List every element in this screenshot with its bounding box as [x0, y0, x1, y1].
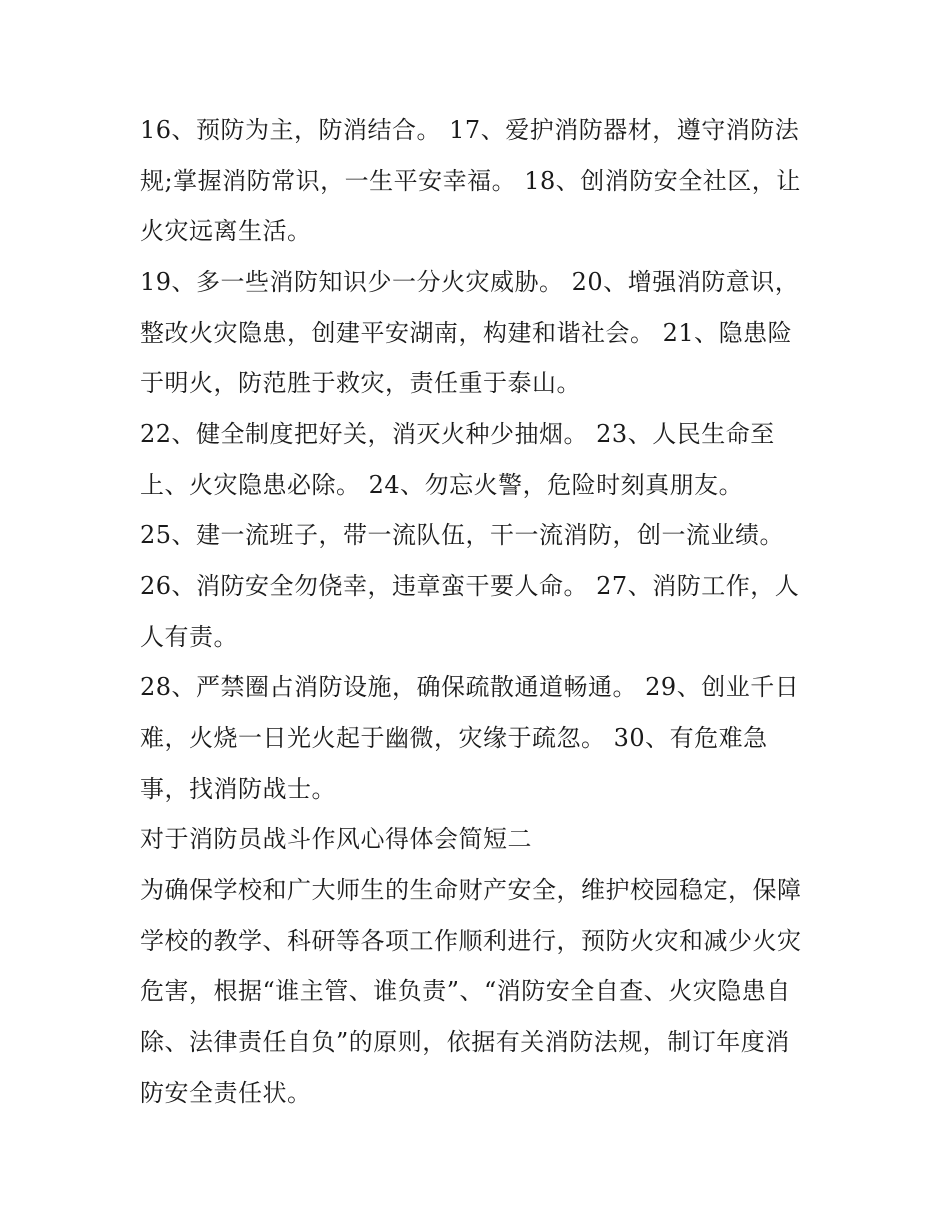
text-line: 火灾远离生活。 — [140, 217, 312, 245]
text-line: 于明火，防范胜于救灾，责任重于泰山。 — [140, 369, 581, 397]
text-line: 学校的教学、科研等各项工作顺利进行，预防火灾和减少火灾 — [140, 927, 802, 955]
text-line: 28、严禁圈占消防设施，确保疏散通道畅通。 29、创业千日 — [140, 673, 800, 701]
text-line: 整改火灾隐患，创建平安湖南，构建和谐社会。 21、隐患险 — [140, 319, 793, 347]
text-line: 规;掌握消防常识，一生平安幸福。 18、创消防安全社区，让 — [140, 167, 801, 195]
text-line: 26、消防安全勿侥幸，违章蛮干要人命。 27、消防工作，人 — [140, 572, 800, 600]
text-line: 19、多一些消防知识少一分火灾威胁。 20、增强消防意识， — [140, 268, 800, 296]
text-line: 防安全责任状。 — [140, 1079, 312, 1107]
text-line: 难，火烧一日光火起于幽微，灾缘于疏忽。 30、有危难急 — [140, 724, 768, 752]
section-heading: 对于消防员战斗作风心得体会简短二 — [140, 825, 532, 853]
text-line: 人有责。 — [140, 623, 238, 651]
text-line: 上、火灾隐患必除。 24、勿忘火警，危险时刻真朋友。 — [140, 471, 744, 499]
text-line: 危害，根据“谁主管、谁负责”、“消防安全自查、火灾隐患自 — [140, 977, 791, 1005]
text-line: 事，找消防战士。 — [140, 775, 336, 803]
text-line: 25、建一流班子，带一流队伍，干一流消防，创一流业绩。 — [140, 521, 785, 549]
text-line: 16、预防为主，防消结合。 17、爱护消防器材，遵守消防法 — [140, 116, 800, 144]
text-line: 除、法律责任自负”的原则，依据有关消防法规，制订年度消 — [140, 1028, 790, 1056]
text-line: 为确保学校和广大师生的生命财产安全，维护校园稳定，保障 — [140, 876, 802, 904]
text-line: 22、健全制度把好关，消灭火种少抽烟。 23、人民生命至 — [140, 420, 775, 448]
